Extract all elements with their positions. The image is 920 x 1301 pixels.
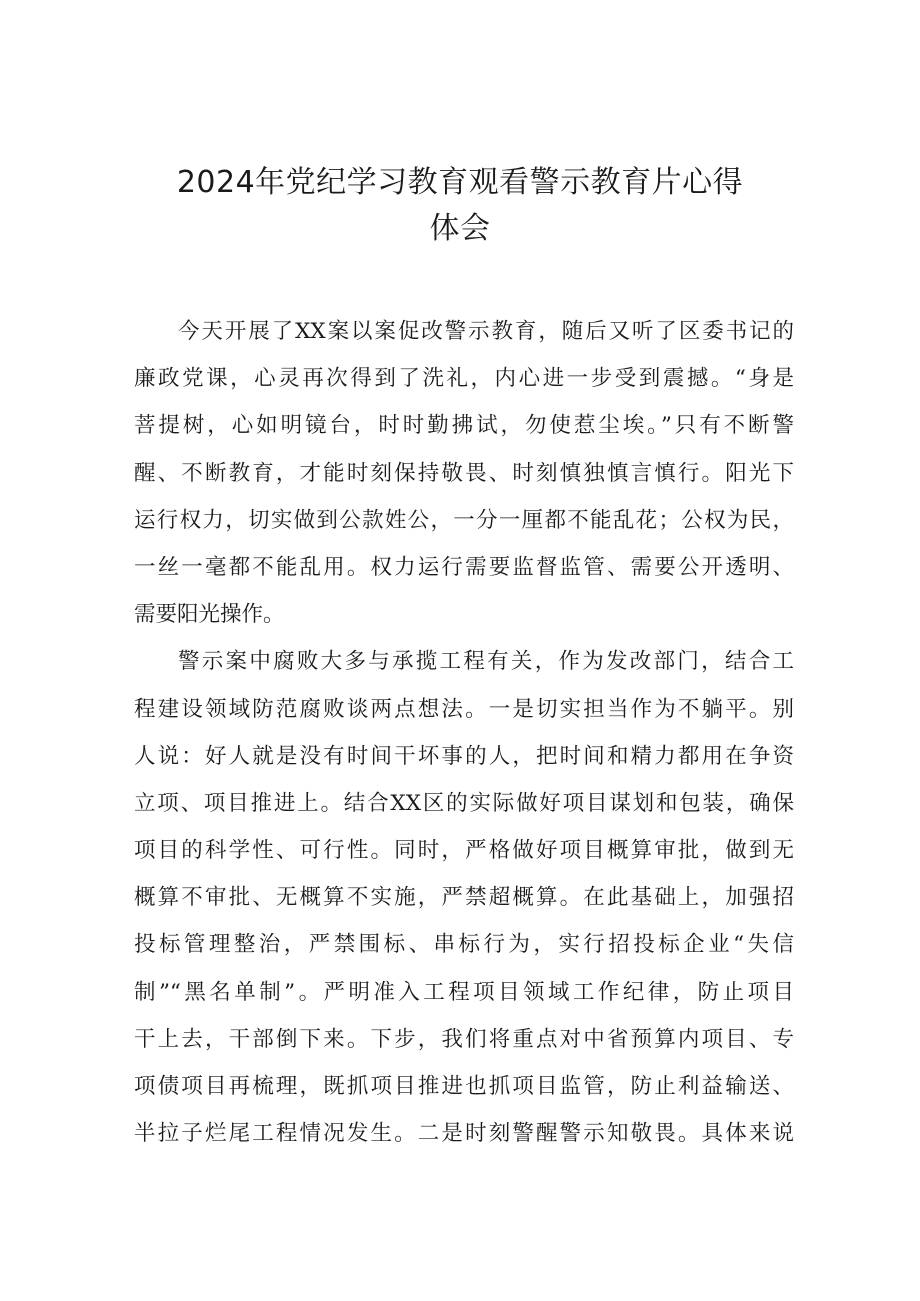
paragraph-line: 立项、项目推进上。结合XX区的实际做好项目谋划和包装，确保 [134, 790, 794, 816]
paragraph-line: 干上去，干部倒下来。下步，我们将重点对中省预算内项目、专 [134, 1026, 794, 1052]
paragraph-line: 程建设领域防范腐败谈两点想法。一是切实担当作为不躺平。别 [134, 696, 794, 722]
document-body [134, 308, 794, 1157]
paragraph-line: 人说：好人就是没有时间干坏事的人，把时间和精力都用在争资 [134, 743, 794, 769]
paragraph-line: 项债项目再梳理，既抓项目推进也抓项目监管，防止利益输送、 [134, 1074, 794, 1099]
title-line-2: 体会 [429, 211, 491, 246]
document-title [130, 160, 790, 252]
paragraph-line: 投标管理整治，严禁围标、串标行为，实行招投标企业“失信 [134, 932, 794, 958]
paragraph-line: 运行权力，切实做到公款姓公，一分一厘都不能乱花；公权为民， [134, 507, 794, 533]
paragraph-line: 概算不审批、无概算不实施，严禁超概算。在此基础上，加强招 [134, 885, 794, 911]
paragraph-line: 制”“黑名单制”。严明准入工程项目领域工作纪律，防止项目 [134, 979, 794, 1005]
title-line-1: 2024年党纪学习教育观看警示教育片心得 [176, 165, 744, 200]
paragraph-line: 今天开展了XX案以案促改警示教育，随后又听了区委书记的 [178, 319, 794, 344]
paragraph-line: 需要阳光操作。 [134, 602, 285, 628]
paragraph-line: 半拉子烂尾工程情况发生。二是时刻警醒警示知敬畏。具体来说 [134, 1121, 794, 1147]
paragraph-line: 醒、不断教育，才能时刻保持敬畏、时刻慎独慎言慎行。阳光下 [134, 460, 794, 486]
paragraph-line: 菩提树，心如明镜台，时时勤拂试，勿使惹尘埃。”只有不断警 [134, 413, 794, 439]
paragraph-1 [134, 308, 794, 638]
paragraph-line: 廉政党课，心灵再次得到了洗礼，内心进一步受到震撼。“身是 [134, 366, 794, 392]
paragraph-2 [134, 638, 794, 1157]
paragraph-line: 一丝一毫都不能乱用。权力运行需要监督监管、需要公开透明、 [134, 554, 794, 580]
paragraph-line: 项目的科学性、可行性。同时，严格做好项目概算审批，做到无 [134, 838, 794, 864]
paragraph-line: 警示案中腐败大多与承揽工程有关，作为发改部门，结合工 [178, 649, 794, 675]
